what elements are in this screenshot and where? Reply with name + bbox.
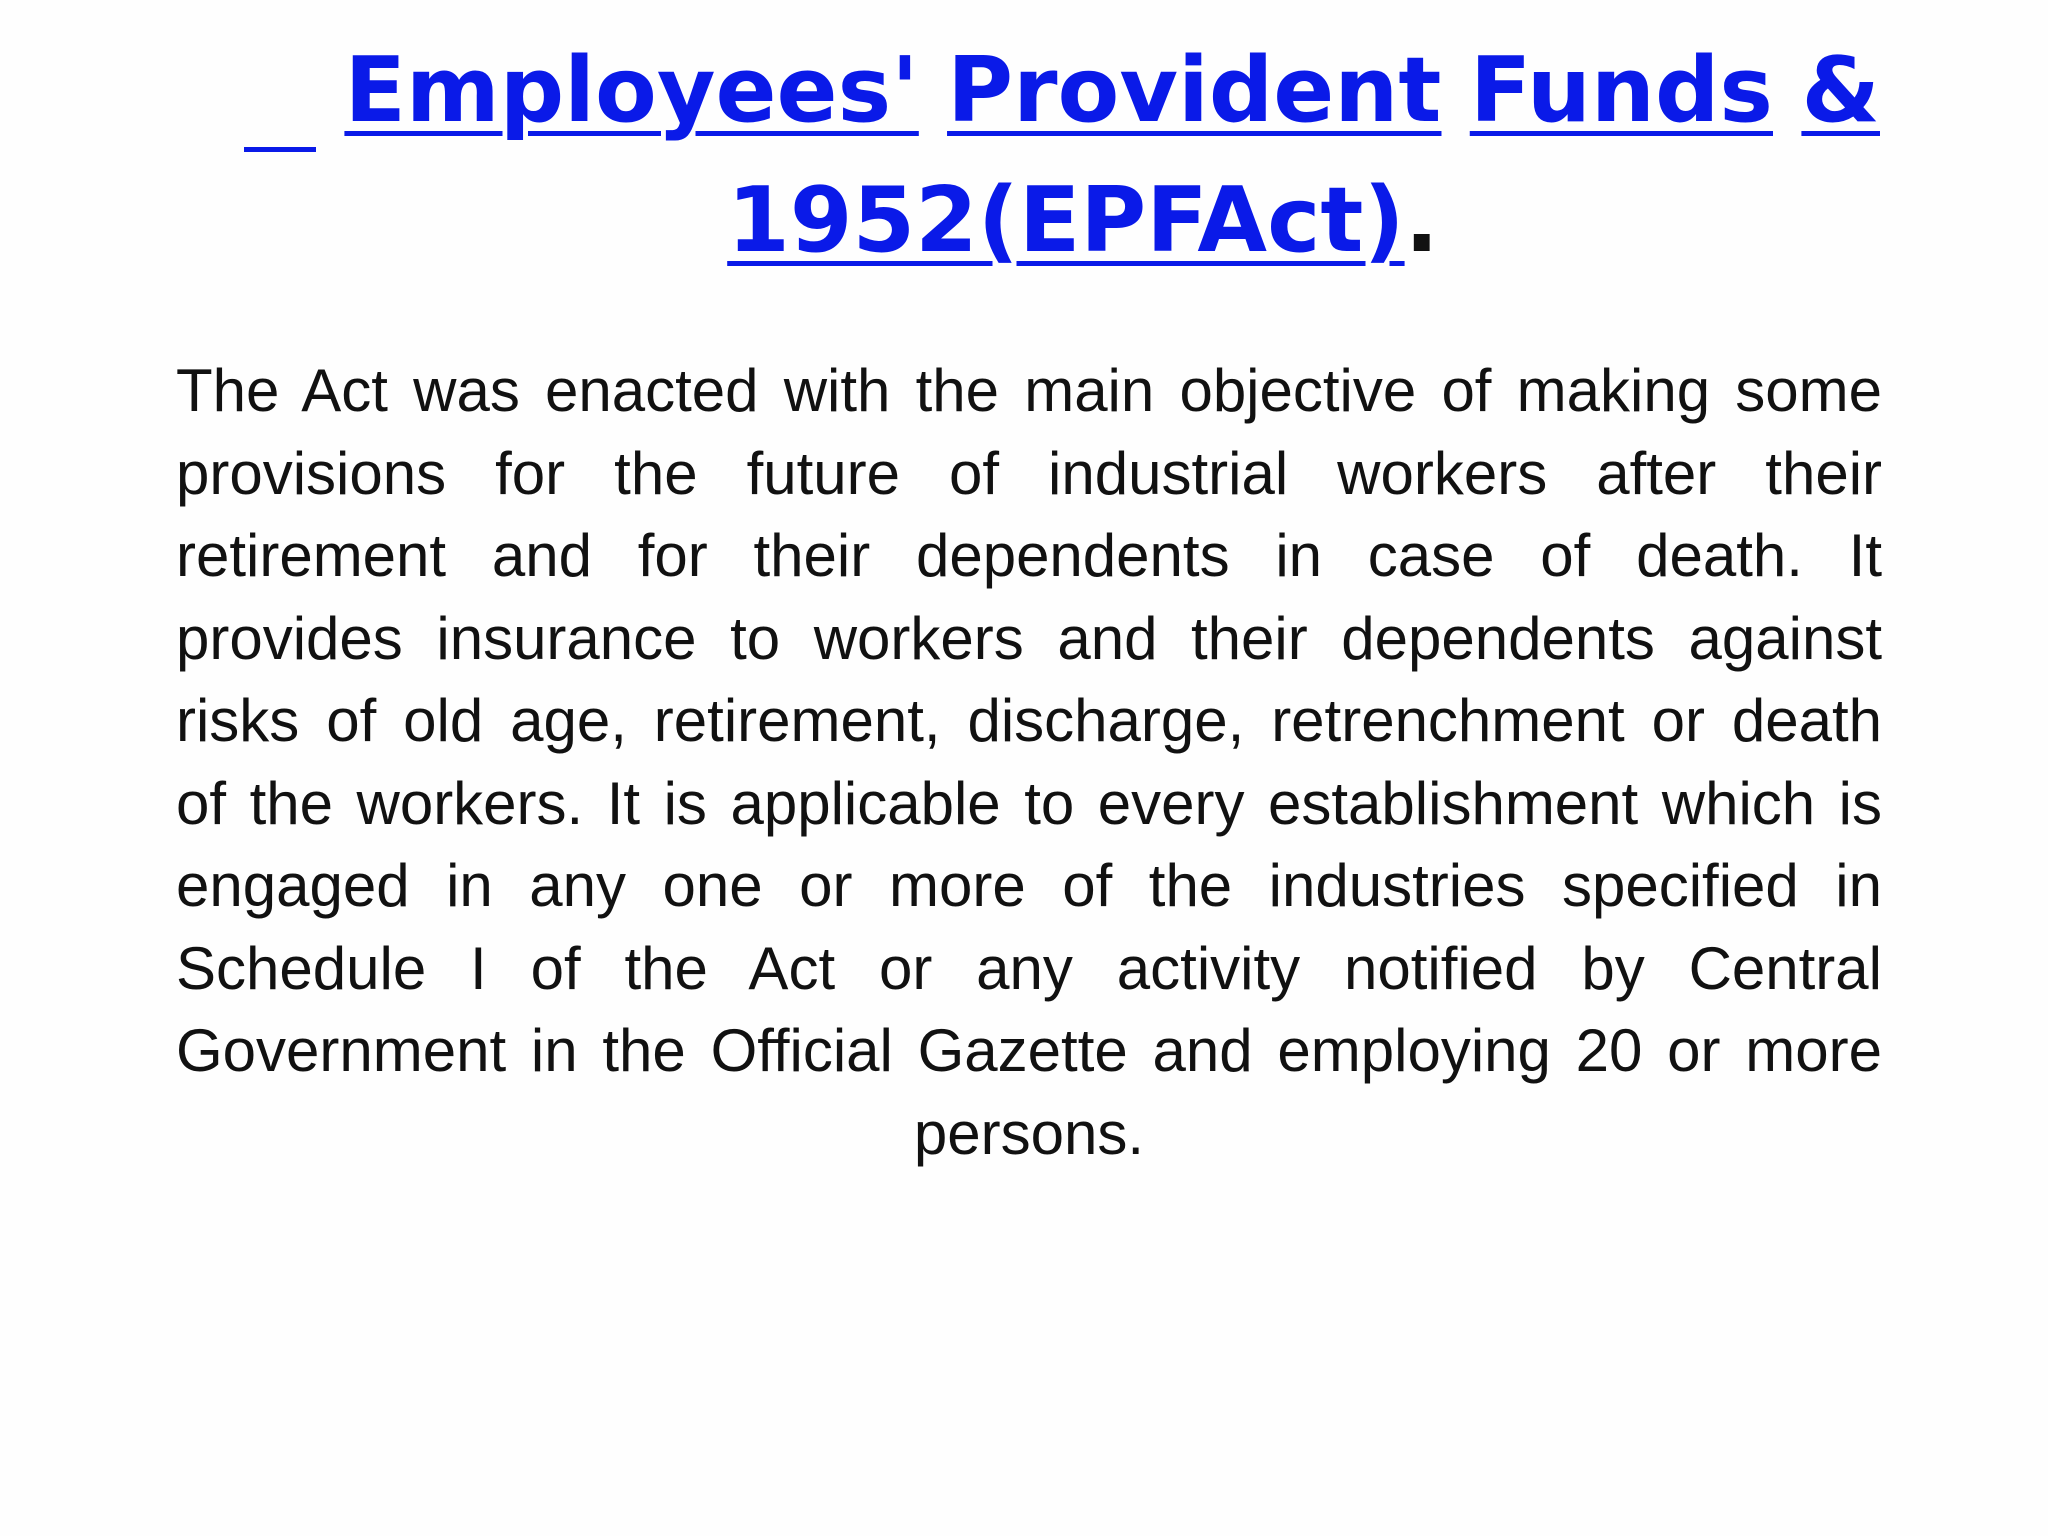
title-word-employees[interactable]: Employees'	[344, 38, 919, 143]
title-word-funds[interactable]: Funds	[1469, 38, 1773, 143]
slide-title	[244, 28, 1880, 284]
title-word-provident[interactable]: Provident	[947, 38, 1442, 143]
body-paragraph: The Act was enacted with the main objective of making some provisions for the future of industrial workers after their retirement and for their dependents in case of death. It provides insurance to workers and their dependents against risks of old age, retirement, discharge, retrenchment or death of the workers. It is applicable to every establishment which is engaged in any one or more of the industries specified in Schedule I of the Act or any activity notified by Central Government in the Official Gazette and employing 20 or more persons.	[176, 357, 1882, 1167]
title-line-2	[244, 158, 1880, 284]
title-period: .	[1404, 168, 1439, 273]
title-line-1	[244, 28, 1880, 154]
title-word-ampersand[interactable]: &	[1801, 38, 1880, 143]
title-link-epf-act[interactable]: 1952(EPFAct)	[727, 168, 1405, 273]
title-leading-underline	[244, 147, 316, 152]
